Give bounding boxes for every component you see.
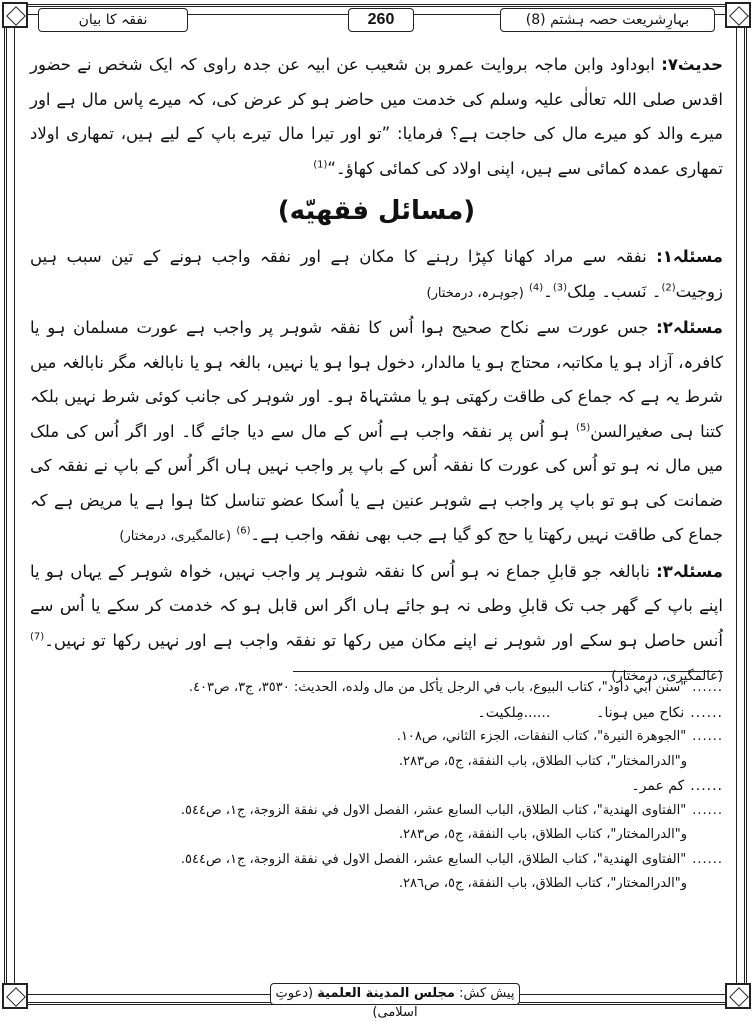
corner-ornament-icon	[2, 2, 28, 28]
masala-1-text: ۔ نَسب۔ مِلک	[567, 281, 662, 301]
footnote	[63, 676, 723, 701]
footnote	[63, 750, 723, 775]
footnote	[63, 774, 723, 799]
footnote-ref: (7)	[30, 631, 45, 642]
masala-3-text: نابالغہ جو قابلِ جماع نہ ہو اُس کا نفقہ شوہر پر واجب نہیں، خواہ شوہر کے یہاں ہو یا اپنے باپ کے گھر جب تک قابلِ وطی نہ ہو جائے ہاں اگر اس قابل ہو کہ خدمت کر سکے یا اُس سے اُنس حاصل ہو سکے اور شوہر نے اپنے مکان میں رکھا تو نفقہ واجب ہے اور نہیں رکھا تو نہیں۔	[30, 561, 723, 650]
hadith-7-label: حدیث۷:	[661, 55, 723, 74]
footnote-marker: ......	[690, 704, 723, 721]
page-number: 260	[348, 8, 414, 32]
footnote-text: و"الدرالمختار"، كتاب الطلاق، باب النفقة، ج٥، ص٢٨٣.	[398, 753, 687, 769]
footnote-text: نکاح میں ہونا۔	[596, 704, 685, 721]
citation: (عالمگیری، درمختار)	[119, 529, 232, 544]
footnote-marker: ......	[692, 802, 723, 818]
footnote-text: و"الدرالمختار"، كتاب الطلاق، باب النفقة، ج٥، ص٢٨٣.	[398, 827, 687, 842]
footnote-ref: (6)	[236, 525, 251, 537]
main-text	[30, 48, 723, 695]
chapter-title: نفقہ کا بیان	[38, 8, 188, 32]
page-footer	[270, 983, 520, 1020]
corner-ornament-icon	[2, 983, 28, 1009]
citation: (جوہرہ، درمختار)	[426, 285, 524, 301]
footnote-marker: ......	[692, 729, 723, 744]
footnote-ref: (2)	[661, 282, 676, 293]
masala-2-text: جس عورت سے نکاح صحیح ہوا اُس کا نفقہ شوہر پر واجب ہے عورت مسلمان ہو یا کافرہ، آزاد ہو یا مکاتبہ، محتاج ہو یا مالدار، دخول ہوا ہو یا نہیں، بالغہ ہو یا نابالغہ مگر نابالغہ میں شرط یہ ہے کہ جماع کی طاقت رکھتی ہو یا مشتہاۃ ہو۔ اور شوہر کی جانب کوئی شرط نہیں بلکہ کتنا ہی صغیرالسن	[30, 318, 724, 441]
footnote	[63, 799, 723, 824]
footnote	[63, 848, 723, 873]
footnote-marker: ......	[690, 778, 723, 794]
page-header	[38, 6, 715, 36]
corner-ornament-icon	[725, 983, 751, 1009]
footer-prefix: پیش کش:	[459, 986, 515, 1001]
footnote-text: "الفتاوى الهندية"، كتاب الطلاق، الباب السابع عشر، الفصل الاول في نفقة الزوجة، ج١، ص٥٤٤.	[180, 802, 687, 818]
footnote-marker: ......	[692, 851, 723, 867]
masala-1-text: ۔	[543, 281, 553, 301]
masala-2-text: ہو اُس پر نفقہ واجب ہے اُس کے مال سے دیا جائے گا۔ اور اگر اُس کی ملک میں مال نہ ہو تو اُس کی عورت کا نفقہ اُس کے باپ پر واجب نہیں ہاں اگر اُس کے باپ نے نفقہ کی ضمانت کی ہو تو باپ پر واجب ہے شوہر عنین ہے یا اُسکا عضو تناسل کٹا ہوا ہے یا مریض ہے کہ جماع کی طاقت نہیں رکھتا یا حج کو گیا ہے جب بھی نفقہ واجب ہے۔	[30, 421, 723, 544]
citation: (عالمگیری، درمختار)	[611, 669, 723, 684]
footnote	[63, 701, 723, 726]
masala-2-label: مسئلہ۲:	[656, 318, 723, 337]
publisher-org: (دعوتِ اسلامی)	[275, 986, 418, 1020]
footnote-text: و"الدرالمختار"، كتاب الطلاق، باب النفقة، ج٥، ص٢٨٦.	[398, 876, 687, 891]
hadith-7	[30, 48, 723, 186]
footnote-ref: (4)	[529, 282, 544, 293]
footnote-text: کم عمر۔	[631, 778, 685, 794]
footnote-text: "الفتاوى الهندية"، كتاب الطلاق، الباب السابع عشر، الفصل الاول في نفقة الزوجة، ج١، ص٥٤٤.	[180, 851, 687, 867]
book-title: بہارِشریعت حصہ ہشتم (8)	[500, 8, 715, 32]
footnote-ref: (3)	[552, 282, 568, 293]
hadith-7-text: ابوداود وابن ماجہ بروایت عمرو بن شعیب عن ابیہ عن جدہ راوی کہ ایک شخص نے حضور اقدس صلی اللہ تعالٰی علیہ وسلم کی خدمت میں حاضر ہو کر عرض کی، کہ میرے پاس مال ہے اور میرے والد کو میرے مال کی حاجت ہے؟ فرمایا: ”تو اور تیرا مال تیرے باپ کے لیے ہیں، تمھاری اولاد تمھاری عمدہ کمائی سے ہیں، اپنی اولاد کی کمائی کھاؤ۔“	[30, 55, 723, 178]
corner-ornament-icon	[725, 2, 751, 28]
footnote-marker: ......	[692, 680, 723, 695]
masala-2	[30, 311, 723, 555]
masala-3	[30, 555, 723, 695]
footnotes	[63, 676, 723, 897]
masala-1-label: مسئلہ۱:	[656, 247, 723, 266]
footnote	[63, 725, 723, 750]
masala-3-label: مسئلہ۳:	[656, 561, 724, 581]
footnote-divider	[293, 671, 723, 672]
footnote	[63, 872, 723, 897]
footnote-text: "سنن أبي داود"، كتاب البيوع، باب في الرجل يأكل من مال ولده، الحديث: ٣٥٣٠، ج٣، ص٤٠٣.	[188, 680, 687, 695]
footnote-ref: (1)	[313, 159, 328, 170]
footnote	[63, 823, 723, 848]
masala-1	[30, 240, 723, 311]
footnote-ref: (5)	[576, 422, 591, 433]
section-title: (مسائل فقهيّه)	[277, 196, 476, 226]
footnote-text: "الجوهرة النيرة"، كتاب النفقات، الجزء الثاني، ص١٠٨.	[396, 729, 687, 744]
publisher-name: مجلس المدينة العلمية	[317, 986, 455, 1001]
section-heading	[30, 196, 723, 240]
masala-1-text: نفقہ سے مراد کھانا کپڑا رہنے کا مکان ہے اور نفقہ واجب ہونے کے تین سبب ہیں زوجیت	[30, 247, 723, 301]
footnote-text: ......مِلکیت۔	[477, 704, 551, 721]
